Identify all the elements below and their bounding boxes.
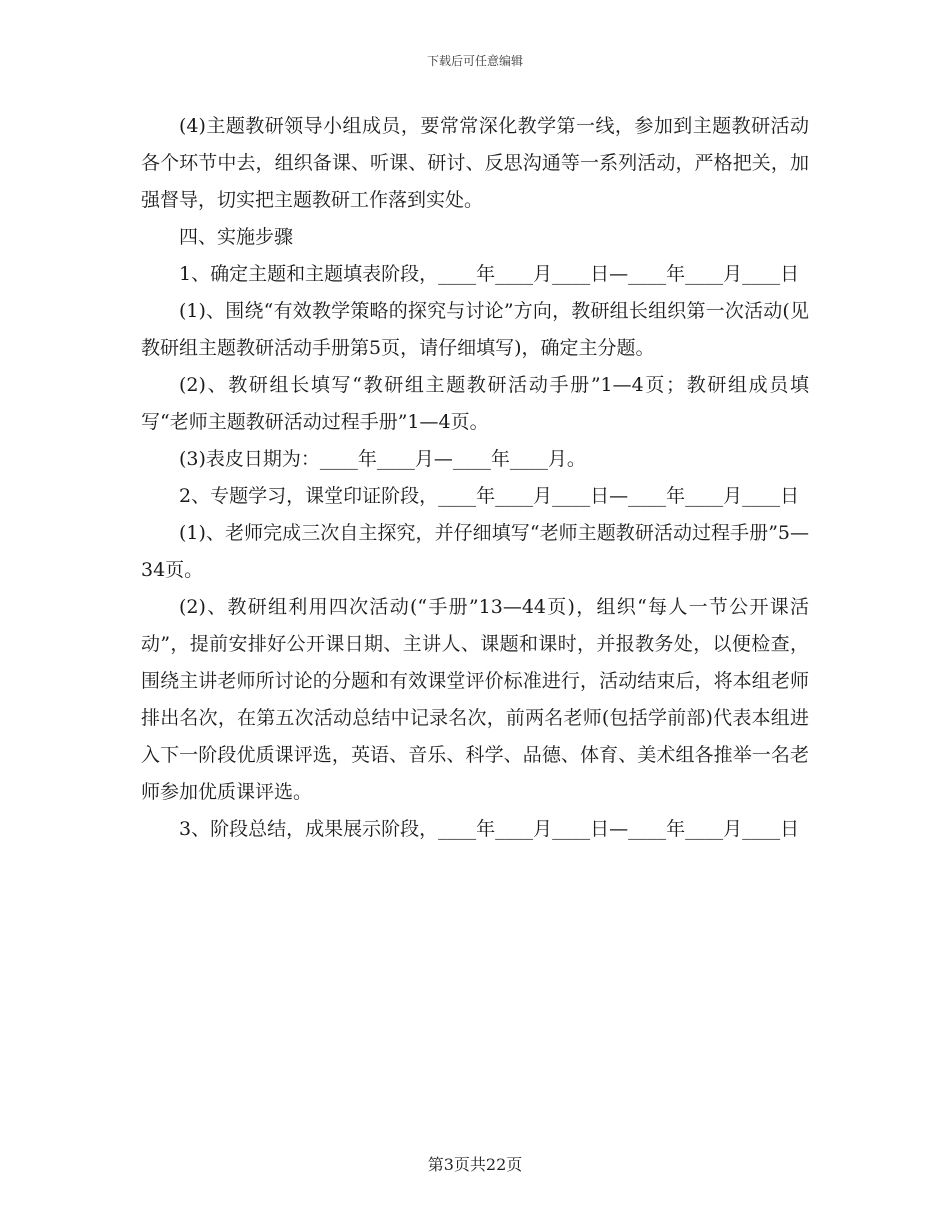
paragraph-step-1-item-1: (1)、围绕“有效教学策略的探究与讨论”方向，教研组长组织第一次活动(见教研组主题教研活动手册第5页，请仔细填写)，确定主分题。 [141, 300, 809, 359]
paragraph-step-2-item-2: (2)、教研组利用四次活动(“手册”13—44页)，组织“每人一节公开课活动”，提前安排好公开课日期、主讲人、课题和课时，并报教务处，以便检查，围绕主讲老师所讨论的分题和有效课堂评价标准进行，活动结束后，将本组老师排出名次，在第五次活动总结中记录名次，前两名老师(包括学前部)代表本组进入下一阶段优质课评选，英语、音乐、科学、品德、体育、美术组各推举一名老师参加优质课评选。 [141, 596, 809, 803]
page-number-footer: 第3页共22页 [427, 1155, 523, 1174]
paragraph-step-2: 2、专题学习，课堂印证阶段，____年____月____日—____年____月____日 [179, 485, 800, 507]
paragraph-step-2-item-1: (1)、老师完成三次自主探究，并仔细填写“老师主题教研活动过程手册”5—34页。 [141, 522, 809, 581]
document-body [141, 108, 809, 848]
paragraph-step-1-item-2: (2)、教研组长填写“教研组主题教研活动手册”1—4页；教研组成员填写“老师主题教研活动过程手册”1—4页。 [141, 374, 809, 433]
paragraph-step-3: 3、阶段总结，成果展示阶段，____年____月____日—____年____月____日 [179, 818, 800, 840]
paragraph-step-1: 1、确定主题和主题填表阶段，____年____月____日—____年____月____日 [179, 263, 800, 285]
page-header: 下载后可任意编辑 [426, 54, 523, 68]
section-heading-implementation-steps: 四、实施步骤 [179, 226, 294, 248]
paragraph-step-1-item-3: (3)表皮日期为：____年____月—____年____月。 [179, 448, 586, 470]
paragraph-leadership-duties: (4)主题教研领导小组成员，要常常深化教学第一线，参加到主题教研活动各个环节中去，组织备课、听课、研讨、反思沟通等一系列活动，严格把关，加强督导，切实把主题教研工作落到实处。 [141, 115, 809, 211]
